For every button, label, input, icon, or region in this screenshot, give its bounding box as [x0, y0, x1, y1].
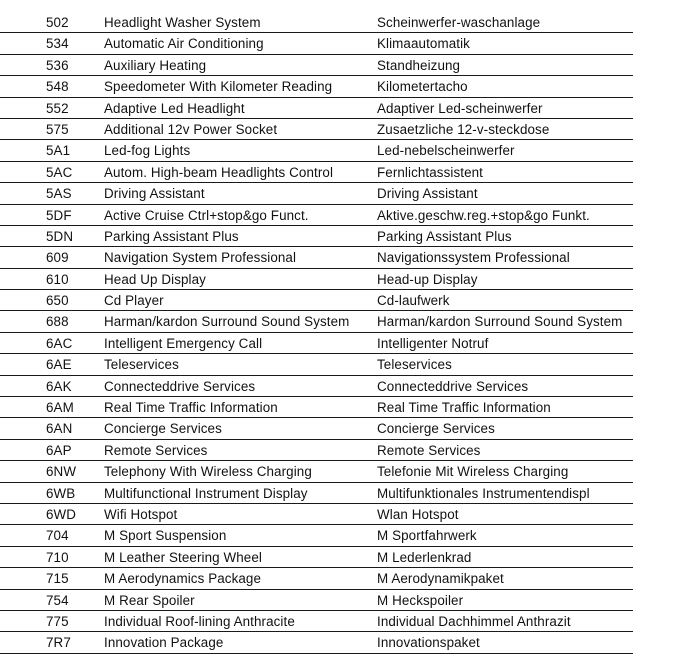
option-code: 6AE — [46, 357, 72, 373]
option-name-english: M Aerodynamics Package — [104, 571, 262, 587]
option-code: 688 — [46, 314, 69, 330]
table-row — [0, 525, 633, 546]
options-table — [0, 12, 633, 654]
option-name-german: Parking Assistant Plus — [377, 228, 512, 244]
option-name-english: Cd Player — [104, 293, 164, 309]
option-code: 6AN — [46, 421, 73, 437]
table-row — [0, 311, 633, 332]
option-code: 5A1 — [46, 143, 71, 159]
table-row — [0, 98, 633, 119]
option-name-english: Multifunctional Instrument Display — [104, 485, 308, 501]
table-row — [0, 611, 633, 632]
option-name-german: Individual Dachhimmel Anthrazit — [377, 613, 571, 629]
table-row — [0, 461, 633, 482]
option-name-german: Wlan Hotspot — [377, 506, 459, 522]
table-row — [0, 12, 633, 33]
table-row — [0, 55, 633, 76]
table-row — [0, 226, 633, 247]
option-name-english: Telephony With Wireless Charging — [104, 464, 312, 480]
option-name-english: Connecteddrive Services — [104, 378, 256, 394]
option-name-english: Navigation System Professional — [104, 250, 297, 266]
option-name-english: Individual Roof-lining Anthracite — [104, 613, 295, 629]
option-code: 575 — [46, 121, 69, 137]
option-name-german: Real Time Traffic Information — [377, 400, 551, 416]
option-name-german: Led-nebelscheinwerfer — [377, 143, 515, 159]
option-code: 710 — [46, 549, 69, 565]
option-code: 548 — [46, 79, 69, 95]
table-row — [0, 440, 633, 461]
option-name-english: Concierge Services — [104, 421, 222, 437]
table-row — [0, 483, 633, 504]
option-name-german: Multifunktionales Instrumentendispl — [377, 485, 590, 501]
option-code: 6AK — [46, 378, 72, 394]
option-code: 775 — [46, 613, 69, 629]
option-name-german: Zusaetzliche 12-v-steckdose — [377, 121, 550, 137]
option-name-english: Active Cruise Ctrl+stop&go Funct. — [104, 207, 309, 223]
option-name-german: Scheinwerfer-waschanlage — [377, 15, 541, 30]
table-row — [0, 376, 633, 397]
option-code: 6AC — [46, 335, 73, 351]
option-name-german: Adaptiver Led-scheinwerfer — [377, 100, 543, 116]
table-row — [0, 504, 633, 525]
option-code: 5DN — [46, 228, 74, 244]
option-name-german: Kilometertacho — [377, 79, 468, 95]
option-name-english: Led-fog Lights — [104, 143, 191, 159]
option-code: 610 — [46, 271, 69, 287]
option-code: 704 — [46, 528, 69, 544]
option-code: 6WD — [46, 506, 77, 522]
option-name-english: Harman/kardon Surround Sound System — [104, 314, 350, 330]
table-row — [0, 205, 633, 226]
option-code: 715 — [46, 571, 69, 587]
table-row — [0, 162, 633, 183]
option-name-german: Intelligenter Notruf — [377, 335, 489, 351]
option-code: 6NW — [46, 464, 77, 480]
table-row — [0, 568, 633, 589]
option-name-german: Concierge Services — [377, 421, 495, 437]
option-name-english: Auxiliary Heating — [104, 57, 207, 73]
option-code: 6WB — [46, 485, 76, 501]
option-code: 5DF — [46, 207, 72, 223]
option-name-english: Additional 12v Power Socket — [104, 121, 278, 137]
table-row — [0, 269, 633, 290]
option-name-german: Remote Services — [377, 442, 481, 458]
option-name-german: Driving Assistant — [377, 186, 478, 202]
table-row — [0, 632, 633, 653]
option-code: 536 — [46, 57, 69, 73]
table-row — [0, 247, 633, 268]
option-name-german: Navigationssystem Professional — [377, 250, 570, 266]
option-name-german: Harman/kardon Surround Sound System — [377, 314, 623, 330]
option-code: 650 — [46, 293, 69, 309]
option-code: 609 — [46, 250, 69, 266]
table-row — [0, 354, 633, 375]
table-row — [0, 418, 633, 439]
option-code: 7R7 — [46, 635, 71, 651]
option-name-english: M Sport Suspension — [104, 528, 227, 544]
option-name-german: M Sportfahrwerk — [377, 528, 477, 544]
option-name-english: Teleservices — [104, 357, 179, 373]
option-code: 6AP — [46, 442, 72, 458]
table-row — [0, 76, 633, 97]
option-name-german: Standheizung — [377, 57, 461, 73]
option-name-german: Klimaautomatik — [377, 36, 470, 52]
option-name-german: Head-up Display — [377, 271, 478, 287]
option-name-german: M Aerodynamikpaket — [377, 571, 504, 587]
option-name-english: Adaptive Led Headlight — [104, 100, 245, 116]
option-name-german: M Heckspoiler — [377, 592, 464, 608]
option-name-english: Wifi Hotspot — [104, 506, 178, 522]
option-name-english: Driving Assistant — [104, 186, 205, 202]
option-name-english: Remote Services — [104, 442, 208, 458]
option-code: 5AS — [46, 186, 72, 202]
option-name-german: M Lederlenkrad — [377, 549, 472, 565]
option-name-english: Intelligent Emergency Call — [104, 335, 263, 351]
option-name-german: Cd-laufwerk — [377, 293, 450, 309]
table-row — [0, 547, 633, 568]
option-code: 5AC — [46, 164, 73, 180]
table-row — [0, 33, 633, 54]
option-name-german: Teleservices — [377, 357, 452, 373]
option-name-english: Parking Assistant Plus — [104, 228, 239, 244]
table-row — [0, 397, 633, 418]
option-name-german: Connecteddrive Services — [377, 378, 529, 394]
option-code: 754 — [46, 592, 69, 608]
table-row — [0, 183, 633, 204]
option-code: 534 — [46, 36, 69, 52]
option-name-english: Autom. High-beam Headlights Control — [104, 164, 334, 180]
table-row — [0, 140, 633, 161]
table-row — [0, 119, 633, 140]
option-name-english: Headlight Washer System — [104, 15, 261, 30]
option-name-english: Innovation Package — [104, 635, 224, 651]
option-name-english: M Rear Spoiler — [104, 592, 195, 608]
table-row — [0, 290, 633, 311]
option-name-german: Aktive.geschw.reg.+stop&go Funkt. — [377, 207, 590, 223]
option-name-english: Head Up Display — [104, 271, 206, 287]
option-code: 552 — [46, 100, 69, 116]
option-name-english: Real Time Traffic Information — [104, 400, 278, 416]
option-name-english: Speedometer With Kilometer Reading — [104, 79, 333, 95]
option-name-german: Fernlichtassistent — [377, 164, 483, 180]
option-code: 502 — [46, 15, 69, 30]
option-name-english: M Leather Steering Wheel — [104, 549, 262, 565]
table-row — [0, 333, 633, 354]
option-name-english: Automatic Air Conditioning — [104, 36, 264, 52]
option-name-german: Innovationspaket — [377, 635, 480, 651]
table-row — [0, 590, 633, 611]
option-name-german: Telefonie Mit Wireless Charging — [377, 464, 569, 480]
option-code: 6AM — [46, 400, 74, 416]
